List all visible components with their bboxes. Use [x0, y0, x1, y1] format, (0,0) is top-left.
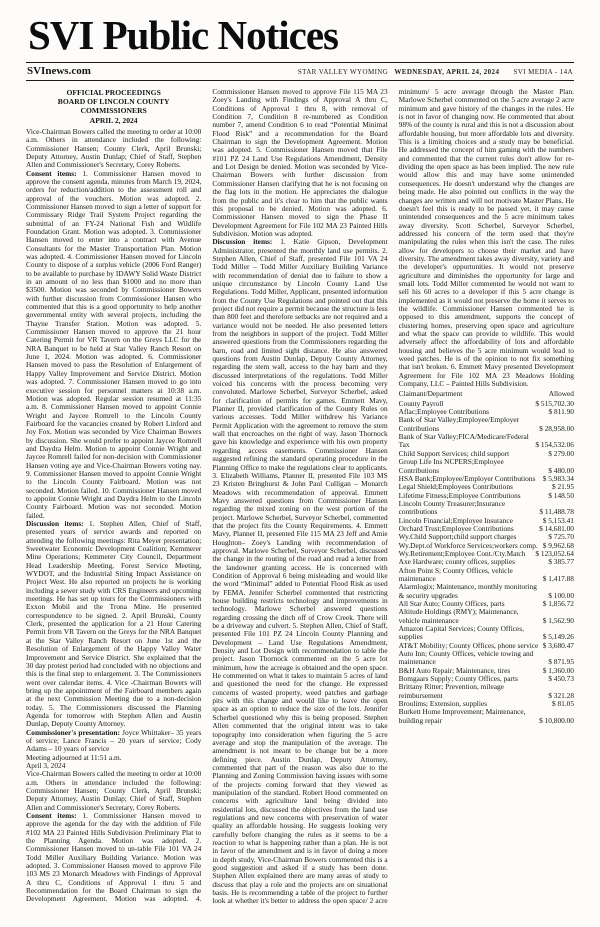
claim-row — [399, 500, 574, 517]
claim-amount: $ 480.00 — [548, 465, 574, 475]
claim-row — [399, 567, 574, 584]
dateline-date: WEDNESDAY, APRIL 24, 2024 — [394, 68, 500, 77]
claim-claimant: B&H Auto Repair; Maintenance, tires — [398, 665, 511, 675]
claim-amount: $ 148.50 — [548, 490, 574, 500]
claim-row — [399, 433, 574, 450]
claims-rows — [399, 400, 574, 725]
claim-amount: $ 100.00 — [548, 590, 574, 600]
dateline-bar — [26, 62, 574, 81]
notice-heading: OFFICIAL PROCEEDINGS — [66, 88, 161, 98]
paragraph-text: Vice-Chairman Bowers called the meeting to order at 10:00 a.m. Others in attendance included the following: Commissioner Hansen; County Clerk, April Brunski; Deputy Attorney, Austin Dunlap; Chief of Staff, Stephen Allen and Commissioner's Secretary, Corey Roberts. — [26, 126, 202, 170]
claim-amount: $ 279.00 — [548, 448, 574, 458]
claim-claimant: Brittany Ritter; Prevention, mileage reimbursement — [398, 682, 504, 700]
claim-claimant: Altitude Holdings (RMY); Maintenance, vehicle maintenance — [398, 607, 519, 625]
paragraph-text: April 3, 2024 — [26, 760, 66, 770]
claims-section — [399, 390, 574, 725]
paragraph-lead: Discussion items: — [212, 237, 281, 247]
claim-amount: $ 725.70 — [548, 532, 574, 542]
claim-claimant: Orchard Trust;Employee Contributions — [398, 523, 514, 533]
claim-amount: $ 1,360.00 — [542, 665, 574, 675]
claim-claimant: Wy.Retirement;Employee Cont./Cty.Match — [398, 548, 526, 558]
claim-amount: $ 5,983.34 — [542, 473, 574, 483]
claim-amount: $ 450.73 — [548, 674, 574, 684]
claim-amount: $ 28,958.00 — [539, 423, 574, 433]
claim-claimant: Lincoln County Treasurer;Insurance contributions — [398, 498, 506, 517]
paragraph-lead: Consent items: — [26, 168, 83, 178]
issue-info — [298, 68, 573, 76]
claim-claimant: Lifetime Fitness;Employee Contributions — [398, 490, 521, 500]
publication-title: SVI Public Notices — [28, 12, 338, 58]
claim-amount: $ 321.28 — [548, 690, 574, 700]
claim-row — [399, 583, 574, 600]
claim-row — [399, 708, 574, 725]
claim-claimant: Bank of Star Valley;FICA/Medicare/Federal Tax — [398, 432, 529, 450]
dateline-edition: SVI MEDIA - 14A — [513, 68, 573, 77]
site-url: SVInews.com — [27, 65, 91, 78]
claim-claimant: HSA Bank;Employee/Employer Contributions — [398, 473, 536, 483]
claim-claimant: Bank of Star Valley;Employee/Employer Contributions — [398, 415, 520, 433]
claim-row — [399, 608, 574, 625]
claim-row — [399, 625, 574, 642]
masthead — [26, 14, 574, 81]
claim-row — [399, 416, 574, 433]
claim-amount: $ 1,417.88 — [542, 573, 574, 583]
claim-amount: $ 11,488.78 — [539, 507, 574, 517]
paragraph-text: Joyce Whittaker– 35 years of service; Lance Francis – 20 years of service; Cody Adams – 10 years of service — [26, 727, 202, 754]
claim-claimant: Legal Shield;Employees Contributions — [398, 482, 513, 492]
claim-amount: $ 1,562.90 — [542, 615, 574, 625]
notice-paragraph — [26, 770, 201, 812]
notice-headings — [26, 88, 201, 125]
claim-claimant: Auto Inn; County Offices, vehicle towing and maintenance — [398, 649, 534, 667]
claim-claimant: Axe Hardware; county offices, supplies — [398, 557, 515, 567]
claim-amount: $ 21.95 — [551, 482, 574, 492]
claim-amount: $ 5,153.41 — [542, 515, 574, 525]
claim-amount: $ 10,800.00 — [539, 715, 574, 725]
claim-claimant: All Star Auto; County Offices, parts — [398, 599, 505, 609]
claim-amount: $ 871.95 — [548, 657, 574, 667]
claims-header-allowed: Allowed — [548, 389, 574, 399]
claim-claimant: Wy.Dept.of Workforce Services;workers comp. — [398, 540, 538, 550]
claim-row — [399, 650, 574, 667]
claim-claimant: Group Life Ins NCPERS;Employee Contributions — [398, 457, 504, 475]
claim-amount: $ 3,680.47 — [542, 640, 574, 650]
paragraph-lead: Discussion items: — [26, 519, 90, 529]
claims-header — [399, 390, 574, 398]
claim-claimant: Wy.Child Support;child support charges — [398, 532, 517, 542]
claim-claimant: Amazon Capital Services; County Offices, supplies — [398, 624, 524, 642]
claims-header-claimant: Claimant/Department — [398, 389, 463, 399]
notice-paragraph — [26, 170, 201, 520]
notice-paragraph — [26, 520, 201, 729]
claim-amount: $ 14,681.00 — [539, 523, 574, 533]
notice-heading: BOARD OF LINCOLN COUNTY COMMISSIONERS — [57, 97, 170, 116]
claim-claimant: Bomgaars Supply; County Offices, parts — [398, 674, 518, 684]
claim-row — [399, 683, 574, 700]
claim-claimant: Child Support Services; child support — [398, 448, 510, 458]
dateline-region: STAR VALLEY WYOMING — [297, 68, 389, 77]
paragraph-lead: Commissioner's presentation: — [26, 727, 123, 737]
notice-paragraph — [26, 128, 201, 170]
paragraph-lead: Consent items: — [26, 811, 83, 821]
claim-claimant: Broulims; Extension, supplies — [398, 699, 487, 709]
claim-row — [399, 458, 574, 475]
claim-claimant: AT&T Mobility; County Offices, phone service — [398, 640, 539, 650]
claim-claimant: Afton Point S; County Offices, vehicle maintenance — [398, 565, 513, 583]
claim-amount: $ 9,962.68 — [542, 540, 574, 550]
claim-amount: $ 5,149.26 — [542, 632, 574, 642]
paragraph-text: 1. Commissioner Hansen moved to approve the agenda for the day with the addition of File #102 MA 23 Painted Hills Subdivision Preliminary Plat to the Planning Agenda. Motion was adopted. 2. Commissioner Hansen moved to un-table File 101 VA 24 Todd Miller Auxiliary Building Variance. Motion was adopted. 3. Commissioner Hansen moved to approve File 103 MS 23 Monarch Meadows with Findings of Approval A thru C, Conditions of Approval 1 thru 5 and Recommendation for the Board Chairman to sign the Development Agreement. Motion was adopted. 4. Commissioner Hansen moved to approve File 115 MA 23 Zoey's Landing with Findings of Approval A thru C, Conditions of Approval 1 thru 8, with removal of Condition 7, Condition 8 re-numbered as Condition number 7, amend Condition 6 to read “Potential Minimal Flood Risk” and a recommendation for the Board Chairman to sign the Development Agreement. Motion was adopted. 5. Commissioner Hansen moved that File #101 PZ 24 Land Use Regulations Amendment, Density and Lot Design be denied. Motion was seconded by Vice-Chairman Bowers with further discussion from Commissioner Hansen clarifying that he is not focusing on the flag lots in the motion. He appreciates the dialogue from the public and it's clear to him that the public wants this proposal to be denied. Motion was adopted. 6. Commissioner Hansen moved to sign the Phase II Development Agreement for File 102 MA 23 Painted Hills Subdivision. Motion was adopted. — [26, 88, 388, 904]
claim-amount: $ 81.05 — [551, 699, 574, 709]
claim-claimant: Burkett Home Improvement; Maintenance, building repair — [398, 707, 526, 725]
notice-columns — [26, 88, 574, 906]
claim-amount: $ 515,702.30 — [535, 398, 574, 408]
paragraph-text: Vice-Chairman Bowers called the meeting to order at 10:00 a.m. Others in attendance included the following: Commissioner Hansen; County Clerk, April Brunski; Deputy Attorney, Austin Dunlap; Chief of Staff, Stephen Allen and Commissioner's Secretary, Corey Roberts. — [26, 769, 202, 812]
claim-claimant: Lincoln Financial;Employee Insurance — [398, 515, 513, 525]
paragraph-text: 1. Katie Gipson, Development Administrator, presented the monthly land use permits. 2. Stephen Allen, Chief of Staff, presented File 101 VA 24 Todd Miller – Todd Miller Auxiliary Building Variance with recommendation of denial due to failure to show a unique circumstance by Lincoln County Land Use Regulations. Todd Miller, Applicant, presented information from the County Use Regulations and pointed out that this project did not require a permit because the structure is less than 800 feet and therefore setbacks are not required and a variance would not be needed. He also presented letters from the neighbors in support of the project. Todd Miller answered questions from the Commissioners regarding the barn, road and limited sight distance. He also answered questions from Austin Dunlap, Deputy County Attorney, regarding the stem wall, access to the hay barn and they discussed interpretations of the regulations. Todd Miller voiced his concerns with the process becoming very convoluted. Marlowe Scherbel, Surveyor Scherbel, asked for clarification of permits for games. Emmett Mavy, Planner II, provided clarification of the County Rules on various accesses. Todd Miller withdrew his Variance Permit Application with the agreement to remove the stem wall that encroaches on the right of way. Jason Thornock gave his knowledge and experience with his own property regarding access easements. Commissioner Hansen suggested refining the standard operating procedure in the Planning Office to make the regulations clear to applicants. 3. Elizabeth Williams, Planner II, presented File 103 MS 23 Kristen Bringhurst & John Paul Culligan – Monarch Meadows with recommendation of approval. Emmett Mavy answered questions from Commissioner Hansen regarding the mixed zoning on the west portion of the project. Marlowe Scherbel, Surveyor Scherbel, commented that the project fits the County Requirements. 4. Emmett Mavy, Planner II, presented File 115 MA 23 Jeff and Amie Houghton– Zoey's Landing with recommendation of approval. Marlowe Scherbel, Surveyor Scherbel, discussed the change in the routing of the road and read a letter from the landowner granting access. He is concerned with Condition of Approval 6 being misleading and would like the word “Minimal” added to Potential Flood Risk as used by FEMA. Jennifer Scherbel commented that restricting house building restricts technology and improvements in technology. Marlowe Scherbel answered questions regarding crossing the ditch off of Crow Creek. There will be a driveway and culvert. 5. Stephen Allen, Chief of Staff, presented File 101 PZ 24 Lincoln County Planning and Development – Land Use Regulations Amendment, Density and Lot Design with recommendation to table the project. Jason Thornock commented on the 5 acre lot minimum, how the acreage is obtained and the open space. He commented on what it takes to maintain 5 acres of land and questioned the need for the change. He expressed concerns of wasted property, weed patches and garbage pits with this change and would like to leave the open space as an option to reduce the size of the lots. Jennifer Scherbel questioned why this is being proposed. Stephen Allen commented that the original intent was to take topography into consideration when figuring the 5 acre average and stop the manipulation of the average. The amendment is not meant to be change but be a more defining piece. Austin Dunlap, Deputy Attorney, commented that part of the reason was also due to the Planning and Zoning Commission having issues with some of the projects coming forward that they viewed as manipulation of the standard. Robert Hood commented on concerns with agriculture land being divided into residential lots, discussed the objectives from the land use regulations and new concerns with preservation of water quality an affordable housing. He suggests looking very carefully before changing the rules as it seems to be a reaction to what is happening rather than a plan. He is not in favor of the amendment and is in favor of doing a more in depth study. Vice-Chairman Bowers commented this is a good suggestion and asked if a study has been done. Stephen Allen explained there are many areas of study to discuss that play a role and the projects are on situational basis. He is recommending a table of the project to further look at whether it's better to address the open space/ 2 acre minimum/ 5 acre average through the Master Plan. Marlowe Scherbel commented on the 5 acre average 2 acre minimum and gave history of the changes in the rules. He is not in favor of changing now. He commented that about 98% of the county is rural and this is not a discussion about affordable housing, but more affordable lots and diversity. This is a limiting choices and a study may be beneficial. He addressed the concept of him gaming with the numbers and commented that the current rules don't allow for re-dividing the open space as has been implied. The new rule would allow this and may have some unintended consequences. He doesn't understand why the changes are being made. He also pointed out conflicts in the way the changes are written and will not motivate Master Plans. He doesn't feel this is ready to be passed yet, it may cause unintended consequences and the 5 acre minimum takes away diversity. Scott Scherbel, Surveyor Scherbel, addressed his concern of the term used that they're manipulating the rules when this isn't the case. The rules allow for developers to choose their market and have diversity. The amendment takes away diversity, variety and the developer's opportunities. It would not preserve agriculture and diminishes the opportunity for large and small lots. Todd Miller commented he would not want to sell his 60 acres to a developer if this 5 acre change is implemented as it would not preserve the home it serves to the wildlife. Commissioner Hansen commented he is opposed to this amendment, supports the concept of clustering homes, preserving open space and agriculture and what the space can provide to wildlife. This would adversely affect the affordability of lots and affordable housing and believes the 5 acre minimum would lead to weed patches. He is of the opinion to not fix something that isn't broken. 6. Emmett Mavy presented Development Agreement for File 102 MA 23 Meadows Holding Company, LLC – Painted Hills Subdivision. — [212, 88, 574, 906]
claim-amount: $ 154,532.06 — [535, 440, 574, 450]
claim-claimant: Alarmlogix; Maintenance, monthly monitoring & security upgrades — [398, 582, 537, 600]
claim-amount: $ 811.90 — [548, 407, 574, 417]
notice-heading: APRIL 2, 2024 — [89, 115, 138, 125]
claim-claimant: Aflac;Employee Contributions — [398, 407, 490, 417]
claim-amount: $ 123,052.64 — [535, 548, 574, 558]
paragraph-text: Meeting adjourned at 11:51 a.m. — [26, 752, 122, 762]
notice-paragraph — [26, 729, 201, 754]
claim-claimant: County Payroll — [398, 398, 444, 408]
claim-amount: $ 385.77 — [548, 557, 574, 567]
claim-amount: $ 1,856.72 — [542, 599, 574, 609]
paragraph-text: 1. Stephen Allen, Chief of Staff, presented years of service awards and reported on attending the following meetings: Rita Meyer presentation; Sweetwater Economic Development Coalition; Kemmerer Mine Operations; Kemmerer City Council, Department Head Leadership Meeting, Forest Service Meeting, WYDOT, and the Industrial Siting Impact Assistance on Project West. He also reported on projects he is working including a sewer study with CRS Engineers and upcoming meetings. He has set up tours for the Commissioners with Exxon Mobil and the Trona Mine. He presented correspondence to be signed. 2. April Brunski, County Clerk, presented the application for a 21 Hour Catering Permit from VR Tavern on the Greys for the NRA Banquet at the Star Valley Ranch Resort on June 1st and the Resolution of Enlargement of the Happy Valley Water Improvement and Service District. She explained that the 30 day protest period had concluded with no objections and this is the final step to enlargement. 3. The Commissioners went over calendar items. 4. Vice -Chairman Bowers will bring up the appointment of the Fairboard members again at the next Commission Meeting due to a non-decision today. 5. The Commissioners discussed the Planning Agenda for tomorrow with Stephen Allen and Austin Dunlap, Deputy County Attorney. — [26, 519, 202, 729]
paragraph-text: 1. Commissioner Hansen moved to approve the consent agenda, minutes from March 19, 2024, orders for reduction/addition to the assessment roll and approval of the vouchers. Motion was adopted. 2. Commissioner Hansen moved to sign a letter of support for Commissary Ridge Trail System Project regarding the submittal of an FY-24 National Fish and Wildlife Foundation Grant. Motion was adopted. 3. Commissioner Hansen moved to enter into a contract with Avenue Consultants for the Master Transportation Plan. Motion was adopted. 4. Commissioner Hansen moved for Lincoln County to dispose of a surplus vehicle (2006 Ford Ranger) to be available to purchase by IDAWY Solid Waste District in an amount of no less than $1000 and no more than $3500. Motion was seconded by Commissioner Bowers with further discussion from Commissioner Hansen who commented that this is a good opportunity to help another governmental entity with several projects, including the Thayne Transfer Station. Motion was adopted. 5. Commissioner Hansen moved to approve the 21 hour Catering Permit for VR Tavern on the Greys LLC for the NRA Banquet to be held at Star Valley Ranch Resort on June 1, 2024. Motion was adopted. 6. Commissioner Hansen moved to pass the Resolution of Enlargement of Happy Valley Improvement and Service District. Motion was adopted. 7. Commissioner Hansen moved to go into executive session for personnel matters at 10:38 a.m. Motion was adopted. Regular session resumed at 11:35 a.m. 8. Commissioner Hansen moved to appoint Connie Wright and Jaycee Romrell to the Lincoln County Fairboard for the vacancies created by Robert Linford and Joy Fox. Motion was seconded by Vice Chairman Bowers by discussion. She would prefer to appoint Jaycee Romrell and Daydra Helm. Motion to appoint Connie Wright and Jaycee Romrell failed for non-decision with Commissioner Hansen voting aye and Vice-Chairman Bowers voting nay. 9. Commissioner Hansen moved to appoint Connie Wright to the Lincoln County Fairboard. Motion was not seconded. Motion failed. 10. Commissioner Hansen moved to appoint Connie Wright and Daydra Helm to the Lincoln County Fairboard. Motion was not seconded. Motion failed. — [26, 168, 202, 520]
